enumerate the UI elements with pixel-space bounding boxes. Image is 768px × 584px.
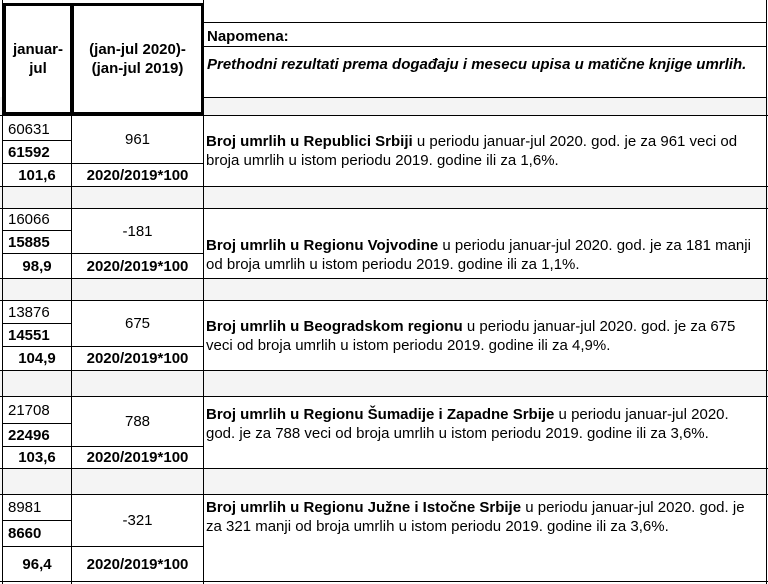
value-2019 <box>8 424 70 446</box>
difference-value <box>72 209 203 253</box>
value-2020-text: 8981 <box>8 499 42 516</box>
ratio-text: 101,6 <box>18 166 56 184</box>
description-bold-region: Republici Srbiji <box>303 133 413 150</box>
formula-text: 2020/2019*100 <box>86 257 189 275</box>
formula-label <box>72 347 203 370</box>
formula-label <box>72 447 203 468</box>
ratio-value <box>3 254 71 278</box>
difference-value <box>72 301 203 346</box>
formula-label <box>72 164 203 186</box>
description-rest: u periodu januar-jul 2020. god. je za 788 veci od broja umrlih u istom periodu 2019. godine ili za 3,6%. <box>206 406 729 442</box>
formula-text: 2020/2019*100 <box>86 350 189 367</box>
difference-text: -321 <box>122 512 153 529</box>
formula-label <box>72 254 203 278</box>
spacer-row <box>0 186 768 208</box>
value-2019-text: 8660 <box>8 525 42 542</box>
row-border <box>0 581 768 582</box>
value-2020-text: 16066 <box>8 211 50 228</box>
difference-value <box>72 116 203 163</box>
header-januar-jul <box>3 3 73 115</box>
description-bold: Broj umrlih u <box>206 133 304 150</box>
description-text <box>206 317 762 355</box>
value-2020-text: 21708 <box>8 401 50 419</box>
formula-text: 2020/2019*100 <box>86 166 189 184</box>
difference-text: 788 <box>124 413 151 430</box>
column-border <box>766 0 767 584</box>
value-2020 <box>8 495 70 520</box>
row-border <box>0 468 768 469</box>
ratio-value <box>3 164 71 186</box>
difference-value <box>72 397 203 446</box>
header-col1-label: januar-jul <box>12 41 63 77</box>
spacer-row <box>0 370 768 396</box>
ratio-value <box>3 347 71 370</box>
spacer-row <box>0 278 768 300</box>
description-text <box>206 405 762 443</box>
value-2019 <box>8 324 70 346</box>
row-border <box>0 186 768 187</box>
difference-text: 961 <box>124 131 151 148</box>
description-rest: u periodu januar-jul 2020. god. je za 675 veci od broja umrlih u istom periodu 2019. godine ili za 4,9%. <box>206 318 736 354</box>
ratio-value <box>3 447 71 468</box>
row-border <box>0 278 768 279</box>
row-border <box>2 140 72 141</box>
description-rest: u periodu januar-jul 2020. god. je za 321 manji od broja umrlih u istom periodu 2019. godine ili za 3,6%. <box>206 499 745 535</box>
value-2020 <box>8 209 70 230</box>
value-2020 <box>8 118 70 140</box>
description-text <box>206 236 762 274</box>
row-border <box>203 97 766 98</box>
note-title <box>207 26 762 46</box>
description-bold: Broj umrlih u Regionu Šumadije i Zapadne Srbije <box>206 406 555 423</box>
ratio-text: 96,4 <box>22 555 52 573</box>
ratio-value <box>3 547 71 581</box>
value-2019-text: 61592 <box>8 144 50 161</box>
row-border <box>203 22 766 23</box>
value-2019 <box>8 231 70 253</box>
header-col2-label: (jan-jul 2020)-(jan-jul 2019) <box>89 41 186 77</box>
difference-text: 675 <box>124 315 151 332</box>
value-2019-text: 14551 <box>8 326 50 344</box>
ratio-text: 103,6 <box>18 449 56 466</box>
value-2020 <box>8 397 70 423</box>
description-bold: Broj umrlih u Regionu Vojvodine <box>206 237 439 254</box>
formula-text: 2020/2019*100 <box>86 555 189 573</box>
ratio-text: 104,9 <box>18 350 56 367</box>
note-title-text: Napomena: <box>207 27 289 45</box>
value-2019 <box>8 142 70 163</box>
value-2019 <box>8 521 70 546</box>
description-bold: Broj umrlih u Regionu Južne i Istočne Srbije <box>206 499 522 516</box>
description-rest: u periodu januar-jul 2020. god. je za 181 manji od broja umrlih u istom periodu 2019. godine ili za 1,1%. <box>206 237 751 273</box>
formula-text: 2020/2019*100 <box>86 449 189 466</box>
value-2019-text: 15885 <box>8 233 50 251</box>
note-text-body: Prethodni rezultati prema događaju i mesecu upisa u matične knjige umrlih. <box>207 56 747 73</box>
value-2020-text: 60631 <box>8 120 50 138</box>
value-2020-text: 13876 <box>8 303 50 321</box>
spacer-row <box>0 468 768 494</box>
ratio-text: 98,9 <box>22 257 52 275</box>
row-border <box>203 46 766 47</box>
header-difference <box>71 3 204 115</box>
description-bold: Broj umrlih u Beogradskom regionu <box>206 318 463 335</box>
formula-label <box>72 547 203 581</box>
description-text <box>206 498 762 536</box>
value-2019-text: 22496 <box>8 426 50 444</box>
row-border <box>0 370 768 371</box>
description-rest: u periodu januar-jul 2020. god. je za 961 veci od broja umrlih u istom periodu 2019. godine ili za 1,6%. <box>206 133 738 169</box>
note-text <box>207 55 752 95</box>
description-text <box>206 132 762 170</box>
difference-text: -181 <box>122 222 153 240</box>
difference-value <box>72 495 203 546</box>
value-2020 <box>8 301 70 323</box>
